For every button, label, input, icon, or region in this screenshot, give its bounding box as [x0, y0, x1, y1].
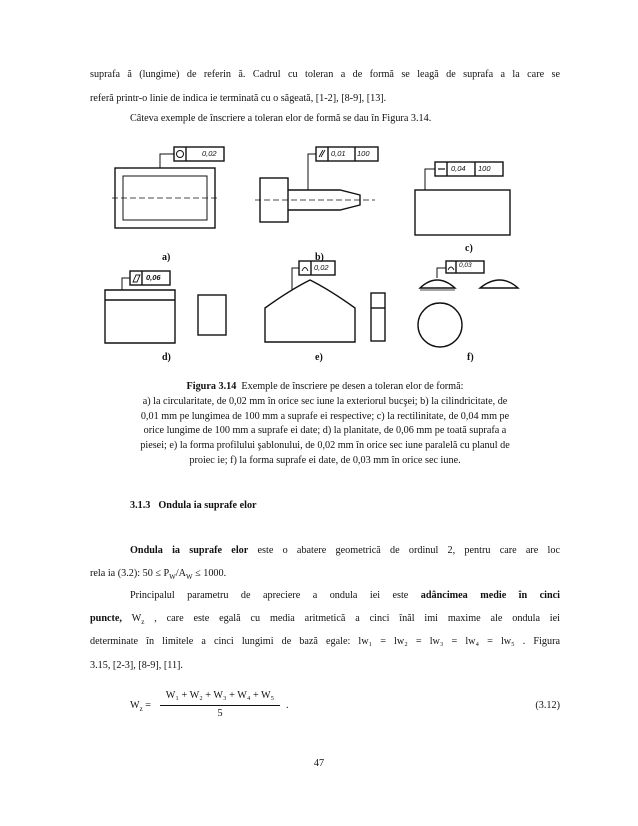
para1-sub-1: W	[169, 573, 176, 582]
para2-line-1	[130, 590, 560, 601]
frame-value-e: 0,02	[314, 263, 329, 272]
body-line-2: referă printr-o linie de indica ie terminată cu o săgeată, [1-2], [8-9], [13].	[90, 93, 387, 104]
equation-equals: =	[142, 700, 152, 711]
section-heading	[130, 500, 257, 511]
equation-3-12	[130, 690, 560, 724]
para2-line-4: 3.15, [2-3], [8-9], [11].	[90, 660, 183, 671]
panel-label-f: f)	[467, 352, 474, 363]
panel-label-d: d)	[162, 352, 171, 363]
para1-rest: este o abatere geometrică de ordinul 2, pentru care are loc	[248, 545, 560, 556]
equation-lhs-sub: z	[139, 705, 143, 714]
para2-line-3: determinate în limitele a cinci lungimi de bază egale: lw₁ = lw₂ = lw₃ = lw₄ = lw₅ . Figura	[90, 636, 560, 647]
equation-numerator: W₁ + W₂ + W₃ + W₄ + W₅	[165, 690, 275, 701]
para2-start: Principalul parametru de apreciere a ondula iei este	[130, 590, 421, 601]
para2-line-2	[90, 613, 560, 626]
panel-label-e: e)	[315, 352, 323, 363]
caption-title: Figura 3.14	[186, 381, 237, 392]
caption-line-2: 0,01 mm pe lungimea de 100 mm a suprafe ei respective; c) la rectilinitate, de 0,04 mm pe	[140, 410, 510, 422]
para1-term: Ondula ia suprafe elor	[130, 545, 249, 556]
para1-line2-end: ≤ 1000.	[192, 568, 227, 579]
frame-length-c: 100	[478, 164, 491, 173]
body-line-3: Câteva exemple de înscriere a toleran elor de formă se dau în Figura 3.14.	[130, 113, 432, 124]
equation-end: .	[286, 700, 289, 711]
para2-term: adâncimea medie în cinci	[420, 590, 560, 601]
figure-3-14	[90, 140, 560, 365]
frame-value-a: 0,02	[202, 149, 217, 158]
caption-line-3: orice lungime de 100 mm a suprafe ei date; d) la planitate, de 0,06 mm pe toată suprafa a	[143, 425, 507, 437]
frame-value-c: 0,04	[451, 164, 466, 173]
frame-value-f: 0,03	[459, 262, 472, 269]
para2-line2-sub: z	[141, 618, 145, 627]
body-line-1: suprafa ă (lungime) de referin ă. Cadrul cu toleran a de formă se leagă de suprafa a la care se	[90, 69, 560, 80]
para2-line2-term: puncte,	[90, 613, 122, 624]
equation-denominator: 5	[217, 708, 223, 719]
frame-value-d: 0,06	[146, 273, 161, 282]
caption-line-5: proiec ie; f) la forma suprafe ei date, de 0,03 mm în orice sec iune.	[189, 454, 461, 466]
caption-line-0-text: Exemple de înscriere pe desen a toleran elor de formă:	[241, 381, 464, 392]
caption-line-1: a) la circularitate, de 0,02 mm în orice sec iune la exteriorul bucşei; b) la cilindricitate, de	[142, 395, 508, 407]
page-number: 47	[313, 758, 325, 769]
panel-label-c: c)	[465, 243, 473, 254]
para1-line-1	[130, 545, 560, 556]
panel-label-a: a)	[162, 252, 171, 263]
section-title: Ondula ia suprafe elor	[158, 500, 257, 511]
figure-caption	[90, 380, 560, 469]
figure-drawings	[90, 140, 560, 365]
para1-line2-mid: /A	[175, 568, 186, 579]
caption-line-4: piesei; e) la forma profilului şablonului, de 0,02 mm în orice sec iune paralelă cu planul de	[140, 440, 510, 452]
para1-line-2	[90, 568, 560, 581]
para2-line2-a: W	[121, 613, 142, 624]
equation-lhs	[130, 700, 151, 713]
para2-line2-b: , care este egală cu media aritmetică a cinci înăl imi maxime ale ondula iei	[144, 613, 560, 624]
frame-length-b: 100	[357, 149, 370, 158]
equation-lhs-symbol: W	[130, 700, 140, 711]
equation-number: (3.12)	[535, 700, 560, 711]
equation-fraction-bar	[160, 705, 280, 706]
section-number: 3.1.3	[130, 500, 151, 511]
panel-label-b: b)	[315, 252, 324, 263]
para1-line2-a: rela ia (3.2): 50 ≤ P	[90, 568, 170, 579]
para1-sub-2: W	[185, 573, 193, 582]
frame-value-b: 0,01	[331, 149, 346, 158]
caption-line-0	[90, 380, 560, 395]
